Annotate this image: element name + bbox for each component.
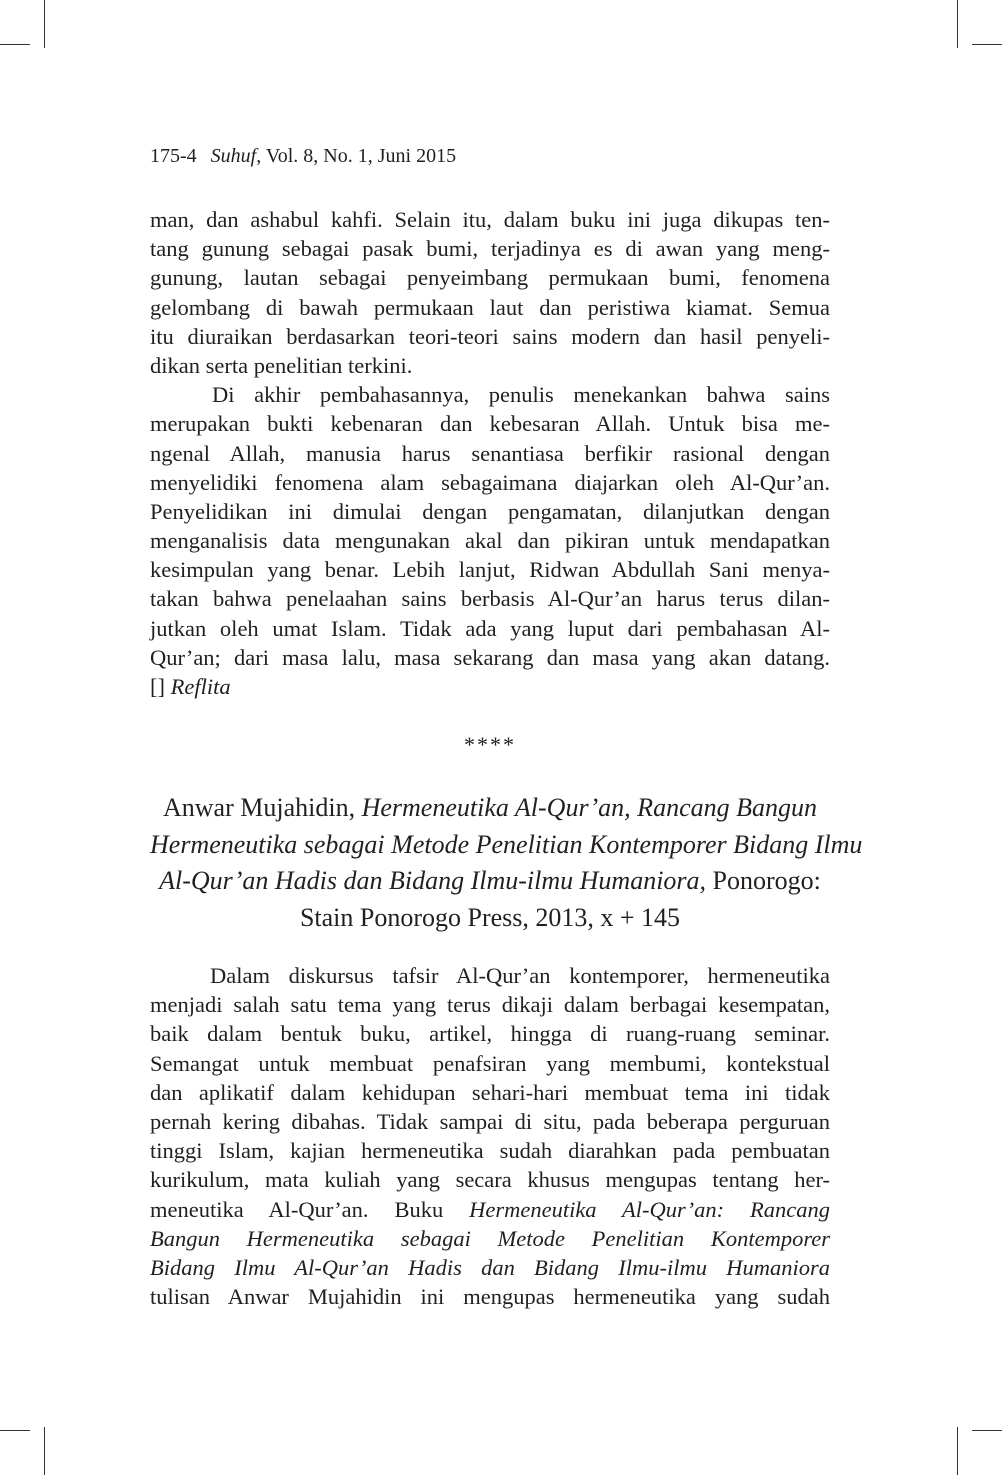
text-line: ngenal Allah, manusia harus senantiasa berfikir rasional dengan [150, 440, 830, 466]
text-line: menyelidiki fenomena alam sebagaimana diajarkan oleh Al-Qur’an. [150, 469, 830, 495]
crop-mark [957, 0, 958, 48]
book-title-inline: Bidang Ilmu Al-Qur’an Hadis dan Bidang Ilmu-ilmu Humaniora [150, 1254, 830, 1280]
journal-name: Suhuf [210, 145, 257, 167]
crop-mark [0, 44, 30, 45]
crop-mark [0, 1430, 30, 1431]
book-title-inline: Bangun Hermeneutika sebagai Metode Penelitian Kontemporer [150, 1225, 830, 1251]
publication-place: Ponorogo: [706, 866, 821, 895]
text-line: itu diuraikan berdasarkan teori-teori sains modern dan hasil penyeli- [150, 323, 830, 349]
running-header [150, 144, 456, 168]
text-line: Semangat untuk membuat penafsiran yang membumi, kontekstual [150, 1050, 830, 1076]
publisher-line: Stain Ponorogo Press, 2013, x + 145 [299, 902, 681, 932]
text-line: dan aplikatif dalam kehidupan sehari-hari membuat tema ini tidak [150, 1079, 830, 1105]
text-line: menganalisis data mengunakan akal dan pikiran untuk mendapatkan [150, 528, 830, 554]
book-title: Hermeneutika Al-Qur’an, Rancang Bangun [361, 793, 817, 822]
text-line [150, 1224, 830, 1253]
text-line: kurikulum, mata kuliah yang secara khusus mengupas tentang her- [150, 1167, 830, 1193]
reviewer-signature: Reflita [170, 674, 231, 699]
crop-mark [44, 0, 45, 48]
text-line: tulisan Anwar Mujahidin ini mengupas hermeneutika yang sudah [150, 1284, 830, 1310]
heading-line [150, 790, 830, 827]
text-line [150, 1253, 830, 1282]
text-line: dikan serta penelitian terkini. [150, 352, 413, 378]
page-number: 175-4 [150, 145, 197, 167]
text-line: man, dan ashabul kahfi. Selain itu, dalam buku ini juga dikupas ten- [150, 207, 830, 232]
text-line: baik dalam bentuk buku, artikel, hingga di ruang-ruang seminar. [150, 1021, 830, 1047]
section-separator: **** [464, 732, 516, 757]
text-line: meneutika Al-Qur’an. Buku Hermeneutika Al-Qur’an: Rancang [150, 1196, 830, 1222]
review-text [150, 961, 830, 1311]
end-mark: [] [150, 674, 165, 699]
text-line: Di akhir pembahasannya, penulis menekankan bahwa sains [212, 382, 830, 408]
text-line: Dalam diskursus tafsir Al-Qur’an kontemporer, hermeneutika [210, 963, 830, 988]
text-line: merupakan bukti kebenaran dan kebesaran Allah. Untuk bisa me- [150, 411, 830, 437]
crop-mark [972, 1430, 1002, 1431]
crop-mark [957, 1427, 958, 1475]
book-author: Anwar Mujahidin, [163, 793, 362, 822]
text-line: gunung, lautan sebagai penyeimbang permukaan bumi, fenomena [150, 265, 830, 291]
text-line: jutkan oleh umat Islam. Tidak ada yang luput dari pembahasan Al- [150, 615, 830, 641]
text-line: tinggi Islam, kajian hermeneutika sudah diarahkan pada pembuatan [150, 1138, 830, 1164]
book-title: Hermeneutika sebagai Metode Penelitian Kontemporer Bidang Ilmu [150, 829, 863, 859]
book-title-inline: Hermeneutika Al-Qur’an: Rancang [469, 1196, 830, 1222]
text-line: Penyelidikan ini dimulai dengan pengamatan, dilanjutkan dengan [150, 498, 830, 524]
text-line: kesimpulan yang benar. Lebih lanjut, Ridwan Abdullah Sani menya- [150, 557, 830, 583]
body-text [150, 205, 830, 701]
book-title: Al-Qur’an Hadis dan Bidang Ilmu-ilmu Humaniora, [159, 866, 707, 895]
text-line: Qur’an; dari masa lalu, masa sekarang dan masa yang akan datang. [150, 644, 830, 670]
review-heading [150, 790, 863, 936]
crop-mark [44, 1427, 45, 1475]
text-line: takan bahwa penelaahan sains berbasis Al-Qur’an harus terus dilan- [150, 586, 830, 612]
heading-line [150, 863, 830, 900]
text-line: menjadi salah satu tema yang terus dikaji dalam berbagai kesempatan, [150, 992, 830, 1018]
heading-line [150, 827, 863, 864]
text-line [150, 672, 830, 701]
text-line: tang gunung sebagai pasak bumi, terjadinya es di awan yang meng- [150, 236, 830, 262]
text-line: gelombang di bawah permukaan laut dan peristiwa kiamat. Semua [150, 294, 830, 320]
journal-issue: , Vol. 8, No. 1, Juni 2015 [256, 145, 457, 167]
text-line: pernah kering dibahas. Tidak sampai di situ, pada beberapa perguruan [150, 1108, 830, 1134]
crop-mark [972, 44, 1002, 45]
